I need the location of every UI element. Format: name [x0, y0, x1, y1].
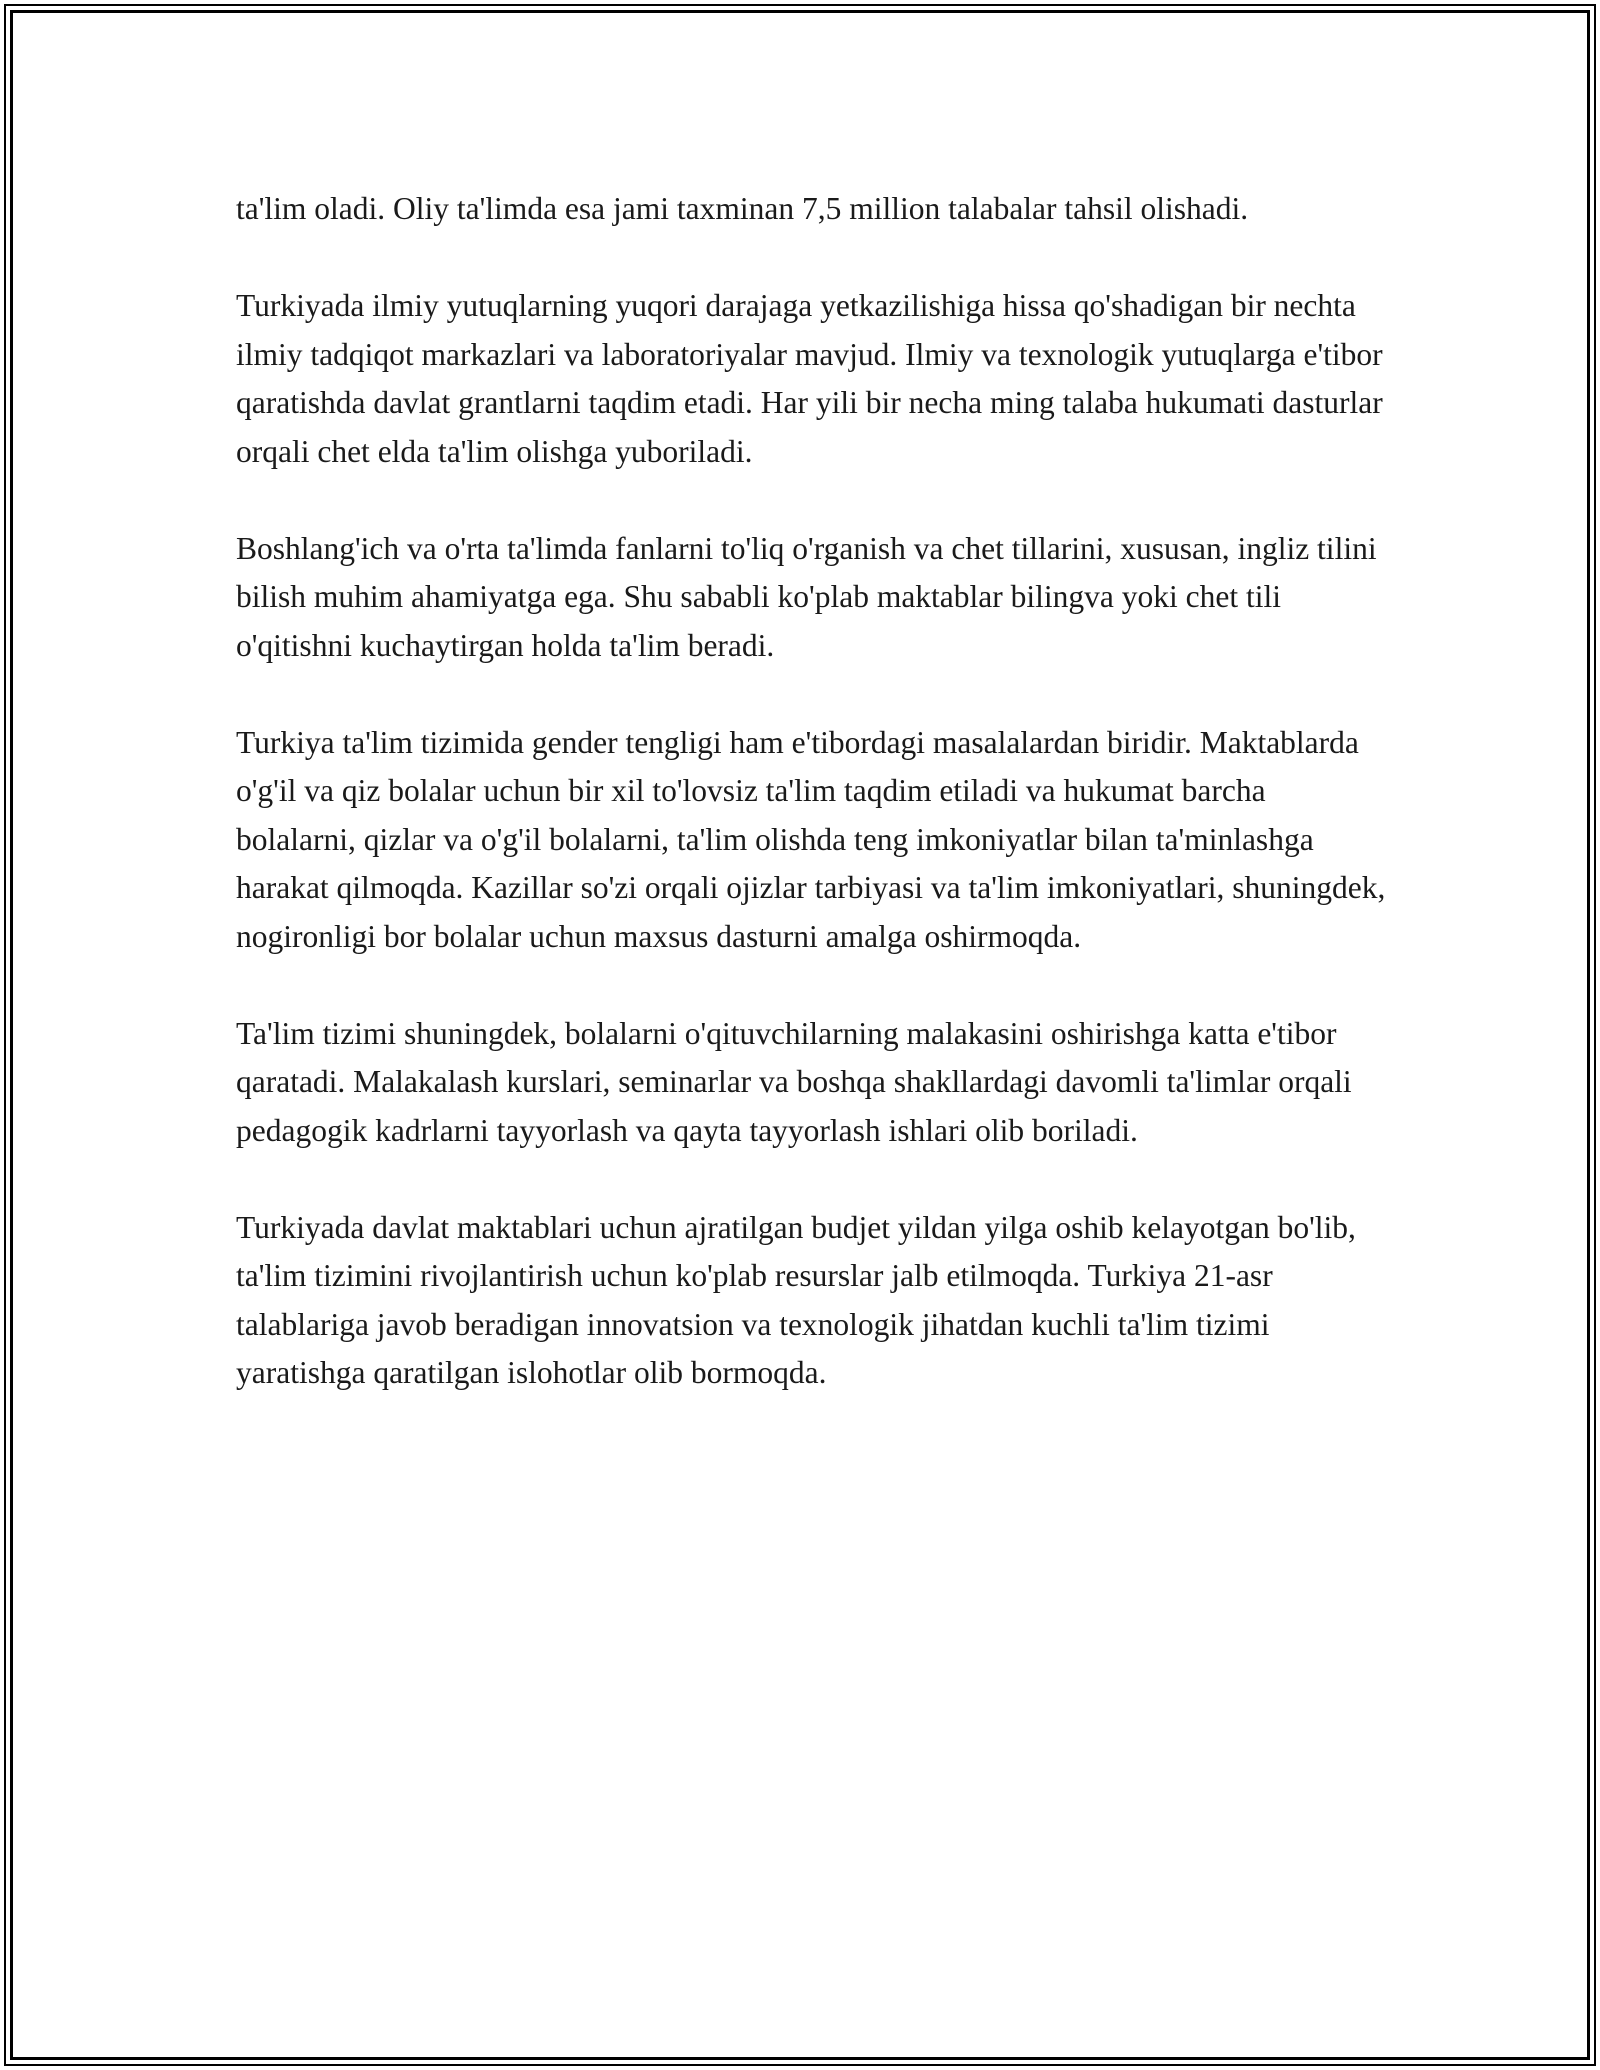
paragraph-gender-equality: Turkiya ta'lim tizimida gender tengligi ham e'tibordagi masalalardan biridir. Maktablarda o'g'il va qiz bolalar uchun bir xil to'lovsiz ta'lim taqdim etiladi va hukumat barcha bolalarni, qizlar va o'g'il bolalarni, ta'lim olishda teng imkoniyatlar bilan ta'minlashga harakat qilmoqda. Kazillar so'zi orqali ojizlar tarbiyasi va ta'lim imkoniyatlari, shuningdek, nogironligi bor bolalar uchun maxsus dasturni amalga oshirmoqda. [236, 724, 1386, 954]
paragraph-scientific-research: Turkiyada ilmiy yutuqlarning yuqori darajaga yetkazilishiga hissa qo'shadigan bir nechta ilmiy tadqiqot markazlari va laboratoriyalar mavjud. Ilmiy va texnologik yutuqlarga e'tibor qaratishda davlat grantlarni taqdim etadi. Har yili bir necha ming talaba hukumati dasturlar orqali chet elda ta'lim olishga yuboriladi. [236, 288, 1383, 469]
paragraph-higher-education: ta'lim oladi. Oliy ta'limda esa jami taxminan 7,5 million talabalar tahsil olishadi. [236, 191, 1249, 226]
paragraph-budget-reforms: Turkiyada davlat maktablari uchun ajratilgan budjet yildan yilga oshib kelayotgan bo'lib, ta'lim tizimini rivojlantirish uchun ko'plab resurslar jalb etilmoqda. Turkiya 21-asr talablariga javob beradigan innovatsion va texnologik jihatdan kuchli ta'lim tizimi yaratishga qaratilgan islohotlar olib bormoqda. [236, 1209, 1356, 1390]
paragraph-foreign-languages: Boshlang'ich va o'rta ta'limda fanlarni to'liq o'rganish va chet tillarini, xususan, ingliz tilini bilish muhim ahamiyatga ega. Shu sababli ko'plab maktablar bilingva yoki chet tili o'qitishni kuchaytirgan holda ta'lim beradi. [236, 530, 1377, 663]
paragraph-teacher-training: Ta'lim tizimi shuningdek, bolalarni o'qituvchilarning malakasini oshirishga katta e'tibor qaratadi. Malakalash kurslari, seminarlar va boshqa shakllardagi davomli ta'limlar orqali pedagogik kadrlarni tayyorlash va qayta tayyorlash ishlari olib boriladi. [236, 1015, 1352, 1148]
document-body [236, 185, 1386, 1446]
